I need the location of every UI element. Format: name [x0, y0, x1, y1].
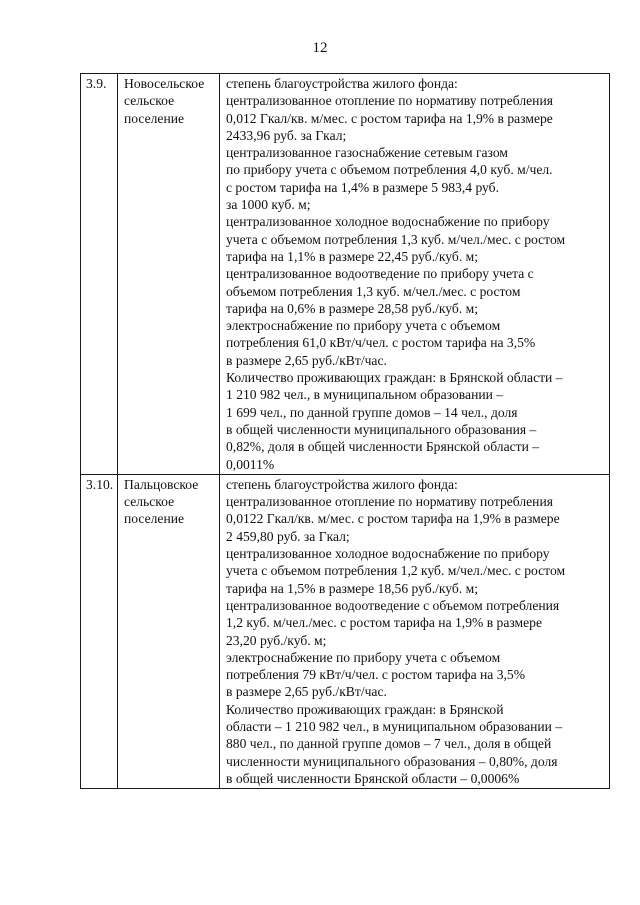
- description-line: централизованное холодное водоснабжение по прибору: [226, 546, 550, 562]
- description-line: 0,012 Гкал/кв. м/мес. с ростом тарифа на 1,9% в размере: [226, 110, 553, 126]
- page-number: 12: [312, 40, 328, 56]
- description-line: централизованное газоснабжение сетевым газом: [226, 145, 508, 161]
- description-line: 1,2 куб. м/чел./мес. с ростом тарифа на 1,9% в размере: [226, 615, 543, 631]
- settlement-name-line: Новосельское: [124, 76, 205, 91]
- description-line: централизованное водоотведение с объемом потребления: [226, 597, 560, 613]
- description-line: 880 чел., по данной группе домов – 7 чел., доля в общей: [226, 736, 552, 752]
- description-line: в общей численности муниципального образования –: [226, 421, 537, 437]
- row-number-cell: 3.9.: [81, 74, 118, 475]
- description-line: 0,0122 Гкал/кв. м/мес. с ростом тарифа на 1,9% в размере: [226, 511, 560, 527]
- description-line: потребления 61,0 кВт/ч/чел. с ростом тарифа на 3,5%: [226, 335, 536, 351]
- description-line: учета с объемом потребления 1,3 куб. м/чел./мес. с ростом: [226, 231, 566, 247]
- settlement-name-line: поселение: [124, 511, 185, 527]
- description-line: степень благоустройства жилого фонда:: [226, 76, 458, 91]
- description-line: степень благоустройства жилого фонда:: [226, 476, 458, 492]
- settlement-name-cell: [118, 74, 220, 475]
- description-line: 23,20 руб./куб. м;: [226, 632, 327, 648]
- settlement-name-cell: [118, 474, 220, 788]
- row-number-cell: 3.10.: [81, 474, 118, 788]
- description-line: 2 459,80 руб. за Гкал;: [226, 528, 350, 544]
- description-cell: [220, 474, 610, 788]
- description-line: тарифа на 1,1% в размере 22,45 руб./куб. м;: [226, 248, 478, 264]
- description-line: Количество проживающих граждан: в Брянской области –: [226, 370, 563, 386]
- description-line: в размере 2,65 руб./кВт/час.: [226, 684, 387, 700]
- description-line: централизованное отопление по нормативу потребления: [226, 494, 553, 510]
- description-line: централизованное холодное водоснабжение по прибору: [226, 214, 550, 230]
- settlement-name-line: сельское: [124, 494, 175, 510]
- description-line: централизованное водоотведение по прибору учета с: [226, 266, 534, 282]
- description-line: области – 1 210 982 чел., в муниципальном образовании –: [226, 718, 563, 734]
- table-row: [81, 74, 610, 475]
- description-line: тарифа на 0,6% в размере 28,58 руб./куб. м;: [226, 300, 478, 316]
- description-line: потребления 79 кВт/ч/чел. с ростом тарифа на 3,5%: [226, 667, 526, 683]
- description-line: 2433,96 руб. за Гкал;: [226, 127, 347, 143]
- description-cell: [220, 74, 610, 475]
- description-line: тарифа на 1,5% в размере 18,56 руб./куб. м;: [226, 580, 478, 596]
- settlement-name-line: Пальцовское: [124, 476, 199, 492]
- settlement-name-line: сельское: [124, 93, 175, 109]
- table-row: [81, 474, 610, 788]
- description-line: численности муниципального образования – 0,80%, доля: [226, 753, 558, 769]
- description-line: по прибору учета с объемом потребления 4,0 куб. м/чел.: [226, 162, 553, 178]
- description-line: объемом потребления 1,3 куб. м/чел./мес. с ростом: [226, 283, 521, 299]
- tariff-table: [80, 73, 610, 789]
- description-line: с ростом тарифа на 1,4% в размере 5 983,4 руб.: [226, 179, 499, 195]
- description-line: 0,0011%: [226, 456, 275, 472]
- description-line: за 1000 куб. м;: [226, 197, 311, 213]
- description-line: Количество проживающих граждан: в Брянской: [226, 701, 504, 717]
- settlement-name-line: поселение: [124, 110, 185, 126]
- description-line: 1 210 982 чел., в муниципальном образовании –: [226, 387, 504, 403]
- table-body: [81, 74, 610, 789]
- description-line: электроснабжение по прибору учета с объемом: [226, 318, 501, 334]
- description-line: в размере 2,65 руб./кВт/час.: [226, 352, 387, 368]
- description-line: 1 699 чел., по данной группе домов – 14 чел., доля: [226, 404, 518, 420]
- description-line: 0,82%, доля в общей численности Брянской области –: [226, 439, 540, 455]
- description-line: электроснабжение по прибору учета с объемом: [226, 649, 501, 665]
- description-line: централизованное отопление по нормативу потребления: [226, 93, 553, 109]
- description-line: учета с объемом потребления 1,2 куб. м/чел./мес. с ростом: [226, 563, 566, 579]
- description-line: в общей численности Брянской области – 0,0006%: [226, 770, 520, 786]
